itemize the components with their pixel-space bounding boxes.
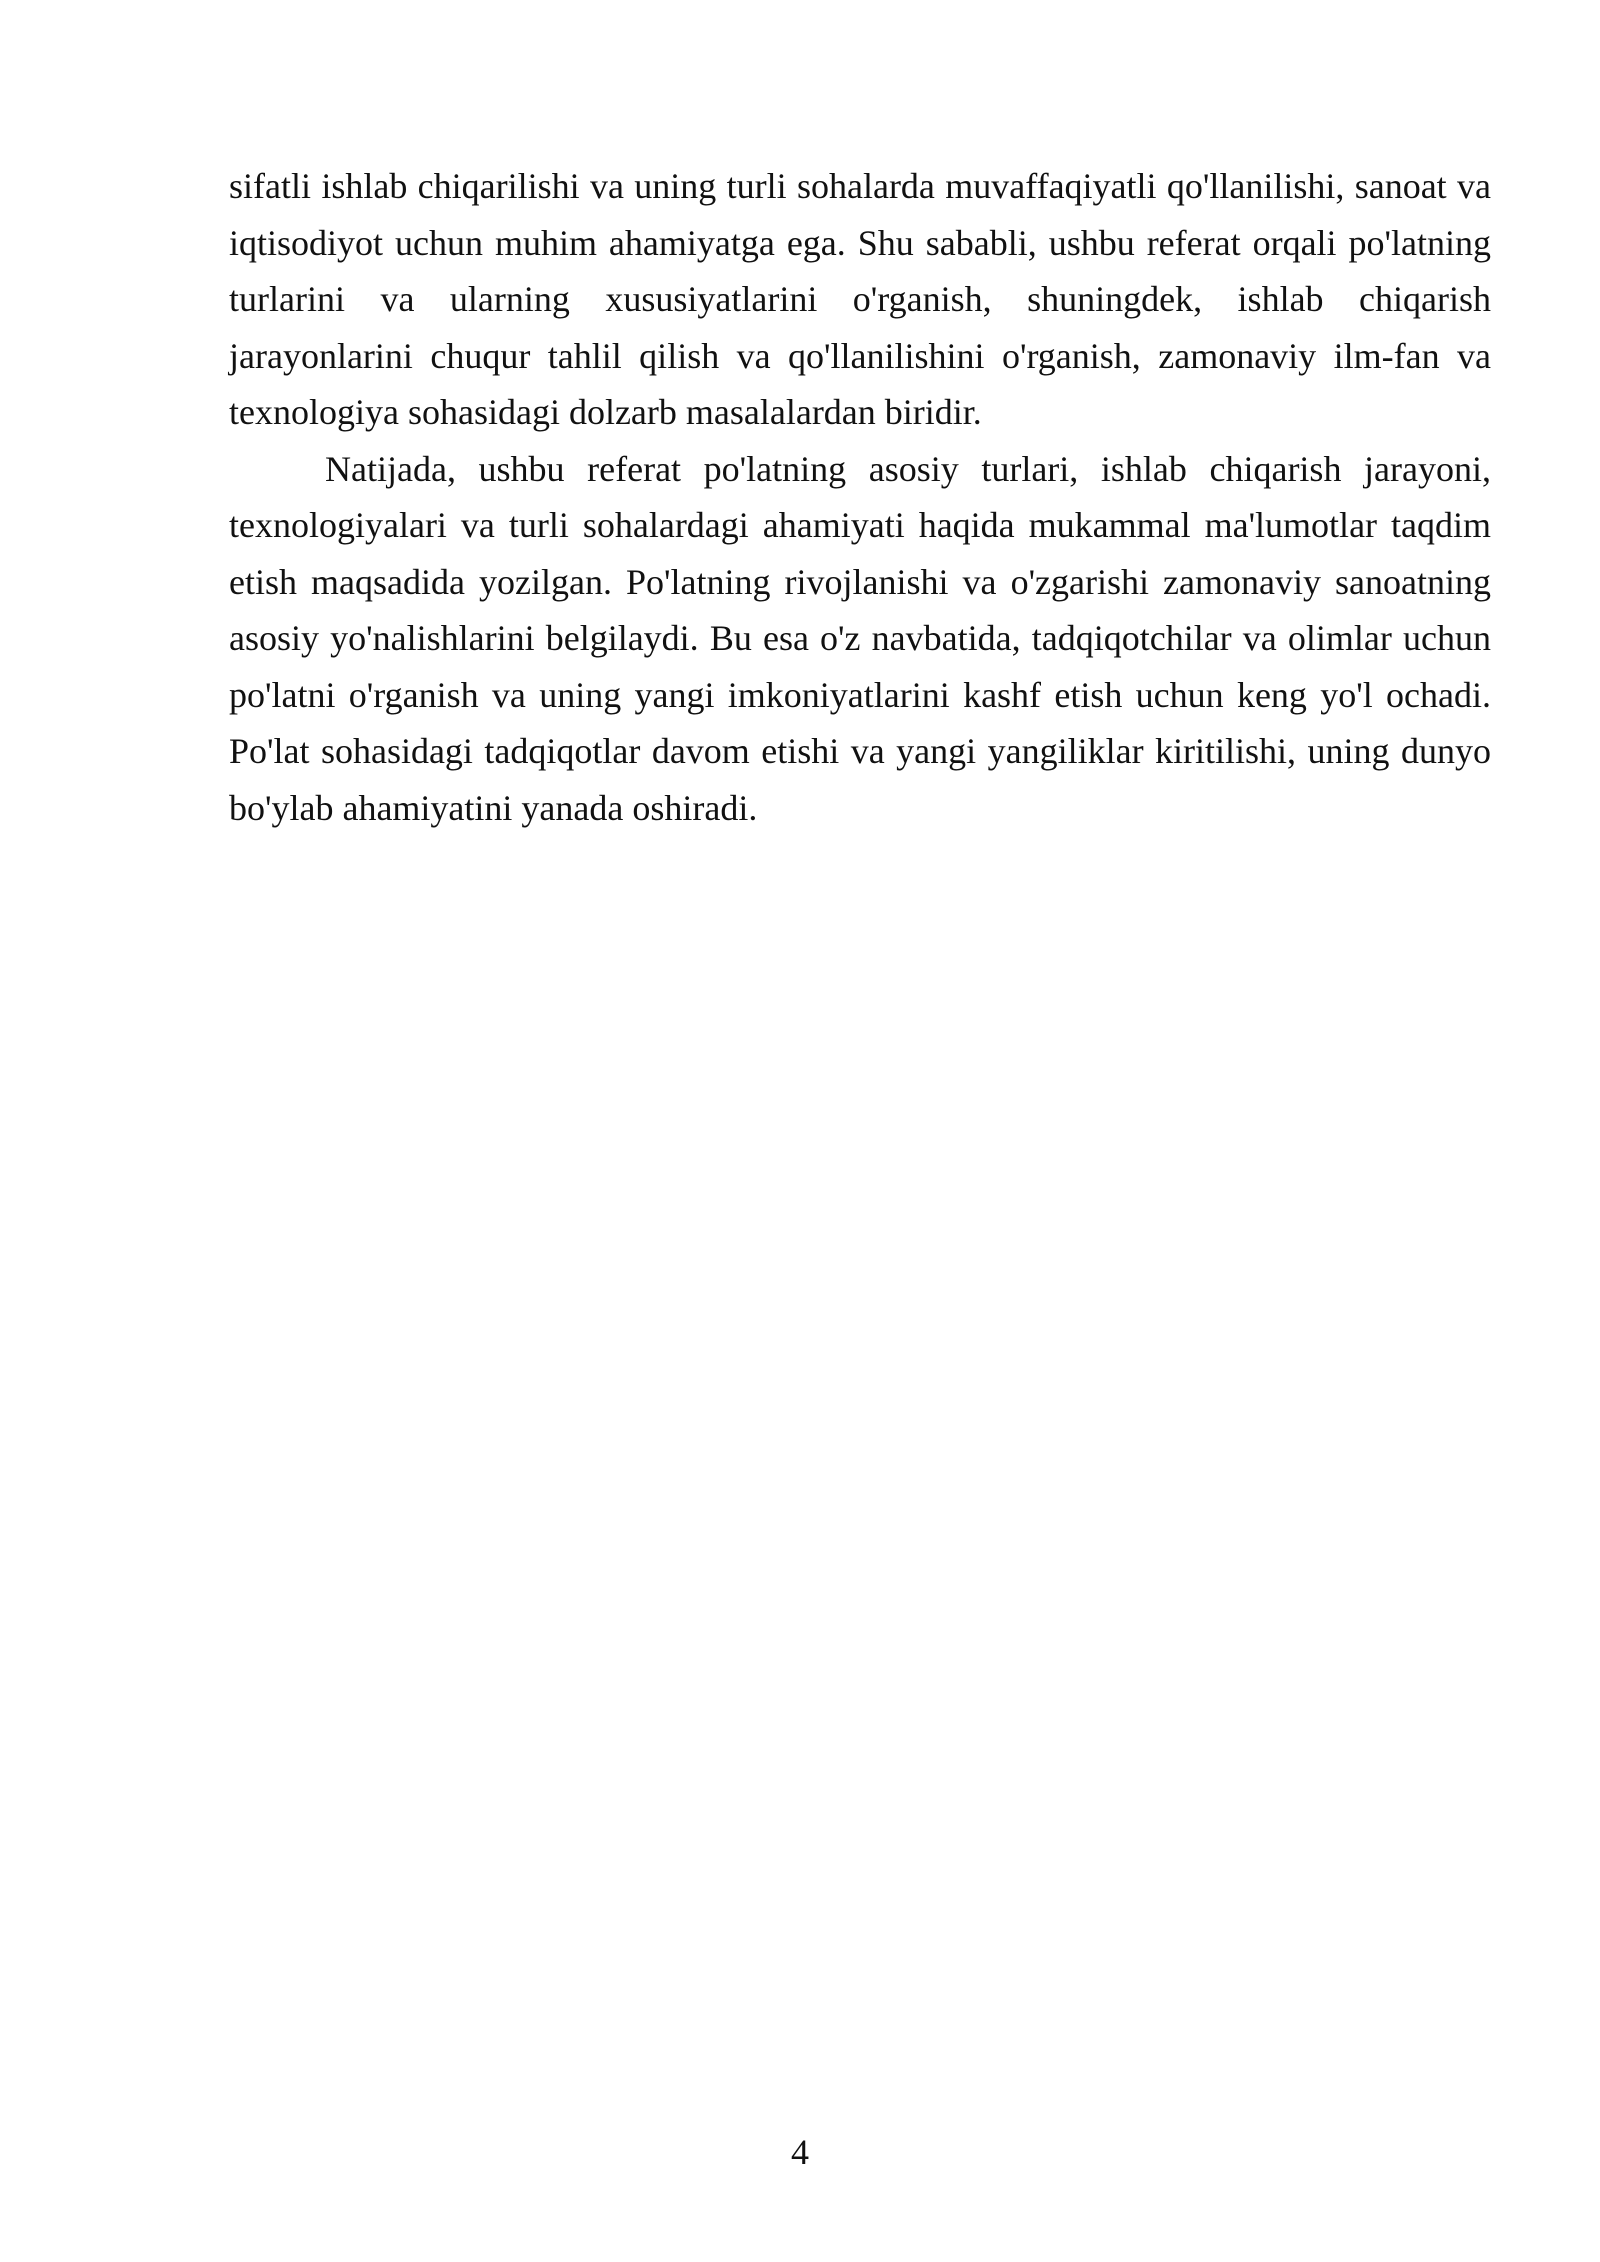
paragraph-continuation: sifatli ishlab chiqarilishi va uning turli sohalarda muvaffaqiyatli qo'llanilishi, sanoat va iqtisodiyot uchun muhim ahamiyatga ega. Shu sababli, ushbu referat orqali po'latning turlarini va ularning xususiyatlarini o'rganish, shuningdek, ishlab chiqarish jarayonlarini chuqur tahlil qilish va qo'llanilishini o'rganish, zamonaviy ilm-fan va texnologiya sohasidagi dolzarb masalalardan biridir. <box>229 166 1491 432</box>
paragraph-conclusion: Natijada, ushbu referat po'latning asosiy turlari, ishlab chiqarish jarayoni, texnologiyalari va turli sohalardagi ahamiyati haqida mukammal ma'lumotlar taqdim etish maqsadida yozilgan. Po'latning rivojlanishi va o'zgarishi zamonaviy sanoatning asosiy yo'nalishlarini belgilaydi. Bu esa o'z navbatida, tadqiqotchilar va olimlar uchun po'latni o'rganish va uning yangi imkoniyatlarini kashf etish uchun keng yo'l ochadi. Po'lat sohasidagi tadqiqotlar davom etishi va yangi yangiliklar kiritilishi, uning dunyo bo'ylab ahamiyatini yanada oshiradi. <box>229 448 1491 828</box>
document-body <box>229 158 1491 836</box>
page-number: 4 <box>791 2132 809 2172</box>
